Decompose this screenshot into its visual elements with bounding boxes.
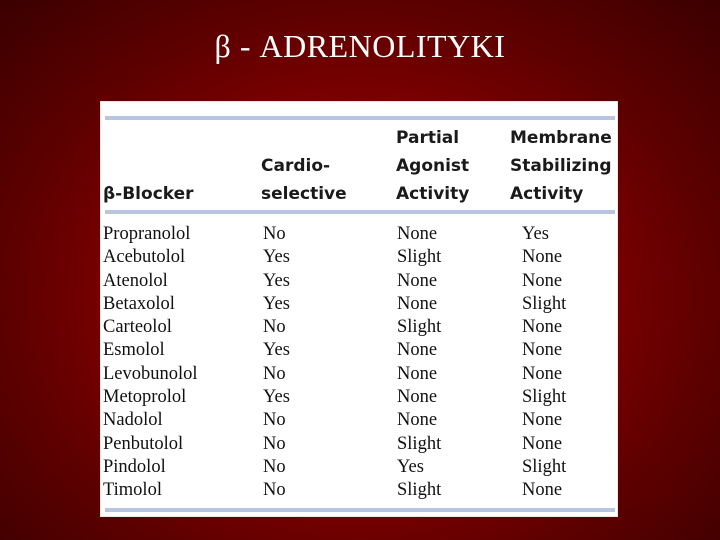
table-row (100, 293, 618, 316)
table-body (100, 223, 618, 503)
partial-agonist-cell: None (397, 293, 438, 314)
drug-name-cell: Penbutolol (103, 433, 184, 454)
drug-name-cell: Carteolol (103, 317, 172, 338)
drug-name-cell: Betaxolol (103, 293, 175, 314)
table-row (100, 479, 618, 502)
membrane-stabilizing-cell: None (522, 433, 563, 454)
drug-name-cell: Levobunolol (103, 363, 198, 384)
partial-agonist-cell: None (397, 340, 438, 361)
partial-agonist-cell: Slight (397, 480, 442, 501)
drug-name-cell: Metoprolol (103, 387, 187, 408)
membrane-stabilizing-cell: None (522, 363, 563, 384)
membrane-stabilizing-cell: Slight (522, 456, 567, 477)
table-header-rule (105, 210, 615, 214)
drug-name-cell: Esmolol (103, 340, 165, 361)
cardioselective-cell: Yes (263, 293, 290, 314)
drug-name-cell: Propranolol (103, 224, 191, 244)
membrane-stabilizing-cell: None (522, 270, 563, 291)
drug-name-cell: Timolol (103, 480, 162, 501)
table-row (100, 316, 618, 339)
partial-agonist-cell: Yes (397, 456, 424, 477)
table-row (100, 386, 618, 409)
column-header-cardioselective: Cardio- selective (261, 156, 347, 204)
cardioselective-cell: No (263, 224, 286, 244)
table-row (100, 409, 618, 432)
membrane-stabilizing-cell: None (522, 410, 563, 431)
table-row (100, 223, 618, 246)
table-row (100, 433, 618, 456)
membrane-stabilizing-cell: None (522, 247, 563, 268)
cardioselective-cell: No (263, 363, 286, 384)
drug-name-cell: Atenolol (103, 270, 168, 291)
column-header-membrane-stabilizing-activity: Membrane Stabilizing Activity (510, 128, 612, 204)
partial-agonist-cell: None (397, 387, 438, 408)
membrane-stabilizing-cell: None (522, 480, 563, 501)
cardioselective-cell: No (263, 456, 286, 477)
table-top-rule (105, 116, 615, 120)
membrane-stabilizing-cell: Slight (522, 293, 567, 314)
partial-agonist-cell: Slight (397, 433, 442, 454)
cardioselective-cell: No (263, 480, 286, 501)
table-bottom-rule (105, 508, 615, 512)
cardioselective-cell: Yes (263, 247, 290, 268)
cardioselective-cell: No (263, 317, 286, 338)
table-row (100, 270, 618, 293)
partial-agonist-cell: None (397, 224, 438, 244)
column-header-beta-blocker: β-Blocker (103, 184, 194, 204)
drug-name-cell: Nadolol (103, 410, 163, 431)
table-row (100, 339, 618, 362)
drug-name-cell: Acebutolol (103, 247, 186, 268)
table-row (100, 363, 618, 386)
membrane-stabilizing-cell: Slight (522, 387, 567, 408)
partial-agonist-cell: None (397, 363, 438, 384)
membrane-stabilizing-cell: None (522, 340, 563, 361)
cardioselective-cell: Yes (263, 270, 290, 291)
partial-agonist-cell: Slight (397, 247, 442, 268)
table-row (100, 456, 618, 479)
table-row (100, 246, 618, 269)
drug-name-cell: Pindolol (103, 456, 166, 477)
partial-agonist-cell: None (397, 270, 438, 291)
partial-agonist-cell: Slight (397, 317, 442, 338)
column-header-partial-agonist-activity: Partial Agonist Activity (396, 128, 470, 204)
cardioselective-cell: No (263, 433, 286, 454)
cardioselective-cell: No (263, 410, 286, 431)
cardioselective-cell: Yes (263, 387, 290, 408)
slide-title: β - ADRENOLITYKI (214, 28, 506, 64)
membrane-stabilizing-cell: None (522, 317, 563, 338)
membrane-stabilizing-cell: Yes (522, 224, 549, 244)
cardioselective-cell: Yes (263, 340, 290, 361)
beta-blocker-table (100, 101, 618, 517)
partial-agonist-cell: None (397, 410, 438, 431)
